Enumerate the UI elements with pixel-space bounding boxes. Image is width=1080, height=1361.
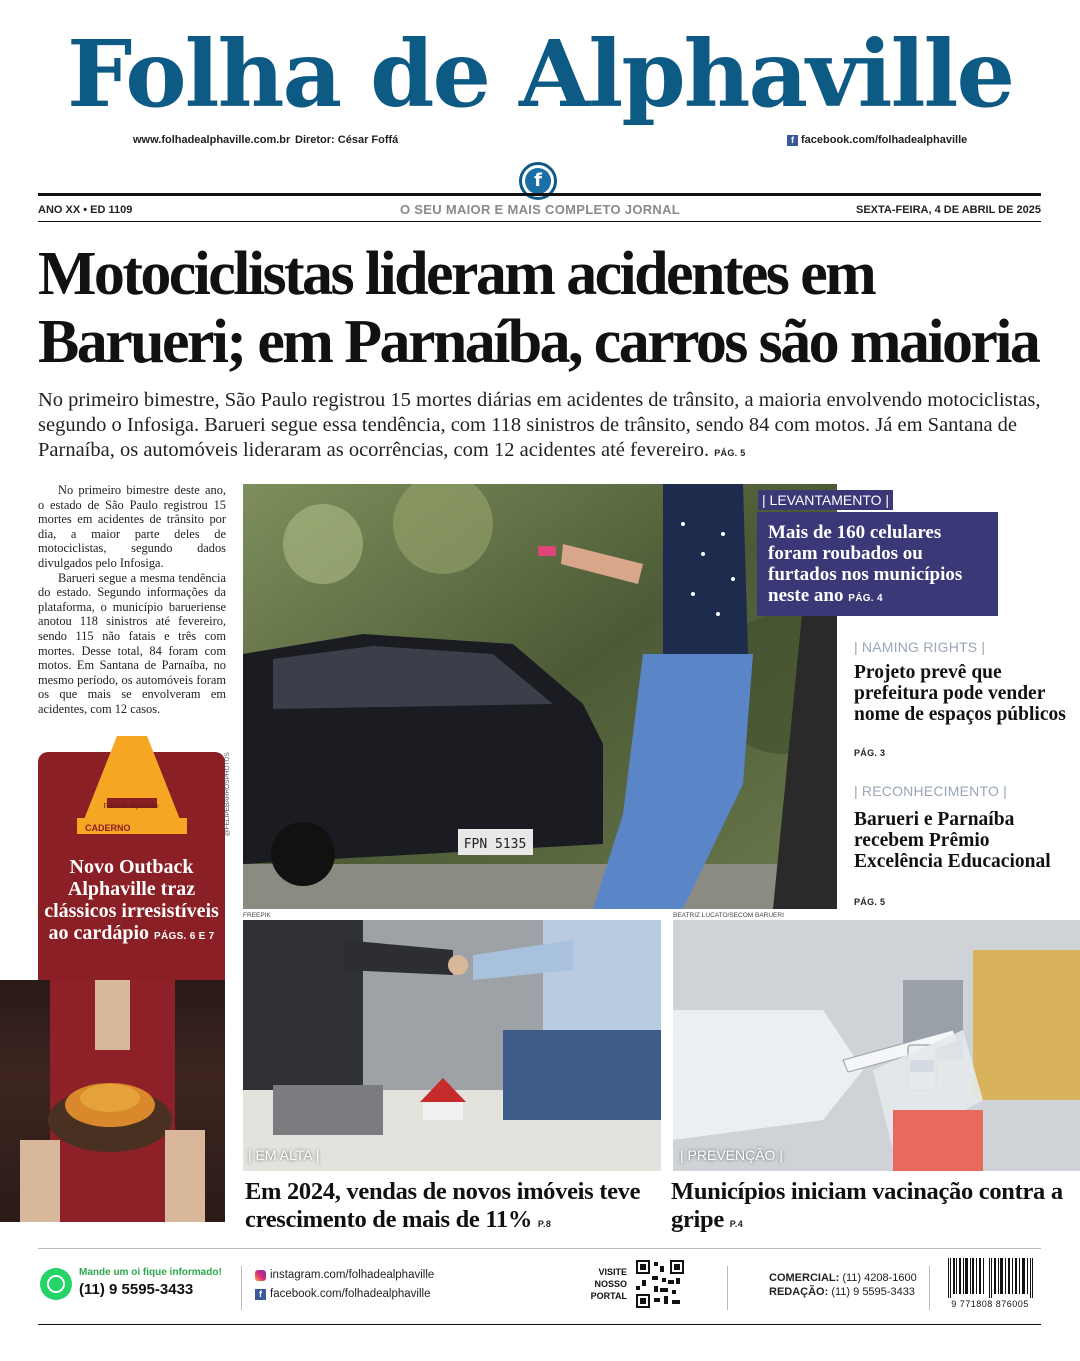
imoveis-kicker: | EM ALTA | xyxy=(248,1147,320,1163)
comercial-label: COMERCIAL: xyxy=(769,1272,840,1284)
lead-body xyxy=(38,483,226,717)
issue-date: SEXTA-FEIRA, 4 DE ABRIL DE 2025 xyxy=(855,204,1041,216)
whatsapp-label: Mande um oi fique informado! xyxy=(79,1267,222,1278)
lead-photo-credit: @FELIPEBARROSPHOTOS xyxy=(224,752,231,836)
gripe-photo xyxy=(673,920,1080,1171)
naming-kicker: | NAMING RIGHTS | xyxy=(854,639,986,655)
edition-info: ANO XX • ED 1109 xyxy=(38,204,133,216)
instagram-link[interactable] xyxy=(255,1269,434,1281)
site-url[interactable]: www.folhadealphaville.com.br xyxy=(133,134,291,146)
gripe-page-ref: P.4 xyxy=(729,1219,744,1229)
caderno-a-logo xyxy=(77,734,187,834)
caderno-title: Novo Outback Alphaville traz clássicos irresistíveis ao cardápio xyxy=(44,856,219,944)
qr-code-icon[interactable] xyxy=(636,1260,684,1308)
imoveis-photo xyxy=(243,920,661,1171)
lead-summary xyxy=(38,388,1043,466)
facebook-link-text: facebook.com/folhadealphaville xyxy=(801,134,968,146)
levantamento-title: Mais de 160 celulares foram roubados ou furtados nos municípios neste ano xyxy=(768,522,963,606)
levantamento-headline[interactable] xyxy=(768,522,993,609)
caderno-brand: Folha de Alphaville xyxy=(103,802,159,810)
facebook-link-footer-text: facebook.com/folhadealphaville xyxy=(270,1288,431,1300)
gripe-headline[interactable] xyxy=(671,1178,1080,1238)
masthead-title: Folha de Alphaville xyxy=(66,20,1013,128)
svg-text:FPN 5135: FPN 5135 xyxy=(463,837,527,852)
footer-divider xyxy=(727,1266,728,1310)
comercial-number: (11) 4208-1600 xyxy=(842,1272,917,1284)
barcode-number: 9 771808 876005 xyxy=(951,1299,1029,1309)
redacao-number: (11) 9 5595-3433 xyxy=(831,1286,915,1298)
redacao-contact[interactable] xyxy=(769,1286,915,1298)
imoveis-page-ref: P.8 xyxy=(537,1219,552,1229)
recon-page-ref: PÁG. 5 xyxy=(854,897,886,907)
footer-rule-top xyxy=(38,1248,1041,1249)
photo-credit-imoveis: FREEPIK xyxy=(243,912,271,919)
caderno-headline[interactable] xyxy=(38,856,225,948)
levantamento-page-ref: PÁG. 4 xyxy=(848,593,883,604)
facebook-icon: f xyxy=(787,135,798,146)
instagram-link-text: instagram.com/folhadealphaville xyxy=(270,1269,435,1281)
director-credit: Diretor: César Foffá xyxy=(295,134,399,146)
facebook-link-top[interactable] xyxy=(787,134,967,146)
redacao-label: REDAÇÃO: xyxy=(769,1286,829,1298)
slogan: O SEU MAIOR E MAIS COMPLETO JORNAL xyxy=(399,202,681,217)
masthead-rule-bottom xyxy=(38,221,1041,222)
facebook-icon: f xyxy=(255,1289,266,1300)
folha-logo-icon: f xyxy=(519,162,557,200)
whatsapp-icon[interactable] xyxy=(40,1268,72,1300)
comercial-contact[interactable] xyxy=(769,1272,917,1284)
levantamento-kicker: | LEVANTAMENTO | xyxy=(758,490,893,510)
gripe-title: Municípios iniciam vacinação contra a gripe xyxy=(671,1178,1063,1233)
lead-body-paragraph: No primeiro bimestre deste ano, o estado de São Paulo registrou 15 mortes em acidentes de trânsito por dia, a maior parte deles de motociclistas, segundo dados divulgados pelo Infosiga. xyxy=(38,483,226,570)
lead-summary-text: No primeiro bimestre, São Paulo registrou 15 mortes diárias em acidentes de trânsito, a maioria envolvendo motociclistas, segundo o Infosiga. Barueri segue essa tendência, com 118 sinistros de trânsito, sendo 84 com motos. Já em Santana de Parnaíba, os automóveis lideraram as ocorrências, com 12 acidentes até fevereiro. xyxy=(38,389,1041,461)
lead-body-paragraph: Barueri segue a mesma tendência do estado. Segundo informações da plataforma, o município barueriense anotou 118 sinistros até fevereiro, sendo 115 não fatais e três com mortes. Desse total, 84 foram com motos. Em Santana de Parnaíba, no mesmo período, os automóveis foram os que mais se envolveram em acidentes, com 12 casos. xyxy=(38,570,226,716)
footer-rule-bottom xyxy=(38,1324,1041,1325)
whatsapp-number[interactable]: (11) 9 5595-3433 xyxy=(79,1281,194,1298)
facebook-link-footer[interactable] xyxy=(255,1288,430,1300)
visite-line: PORTAL xyxy=(590,1291,627,1301)
caderno-label: CADERNO xyxy=(85,823,131,833)
masthead-rule xyxy=(38,193,1041,196)
gripe-kicker: | PREVENÇÃO | xyxy=(680,1147,783,1163)
barcode-icon xyxy=(946,1258,1036,1298)
lead-photo xyxy=(243,484,837,909)
outback-photo xyxy=(0,980,225,1222)
visite-portal-label xyxy=(585,1266,627,1302)
footer-divider xyxy=(929,1266,930,1310)
recon-kicker: | RECONHECIMENTO | xyxy=(854,783,1007,799)
naming-page-ref: PÁG. 3 xyxy=(854,748,886,758)
caderno-page-ref: PÁGS. 6 E 7 xyxy=(154,931,215,942)
visite-line: NOSSO xyxy=(594,1279,627,1289)
imoveis-title: Em 2024, vendas de novos imóveis teve crescimento de mais de 11% xyxy=(245,1178,641,1233)
photo-credit-gripe: BEATRIZ LUCATO/SECOM BARUERI xyxy=(673,912,784,919)
instagram-icon xyxy=(255,1270,266,1281)
naming-headline[interactable]: Projeto prevê que prefeitura pode vender nome de espaços públicos xyxy=(854,662,1066,725)
imoveis-headline[interactable] xyxy=(245,1178,665,1238)
recon-headline[interactable]: Barueri e Parnaíba recebem Prêmio Excelência Educacional xyxy=(854,809,1051,872)
lead-headline[interactable]: Motociclistas lideram acidentes em Barueri; em Parnaíba, carros são maioria xyxy=(38,240,1039,376)
lead-page-ref: PÁG. 5 xyxy=(714,448,746,458)
footer-divider xyxy=(241,1266,242,1310)
visite-line: VISITE xyxy=(598,1267,627,1277)
